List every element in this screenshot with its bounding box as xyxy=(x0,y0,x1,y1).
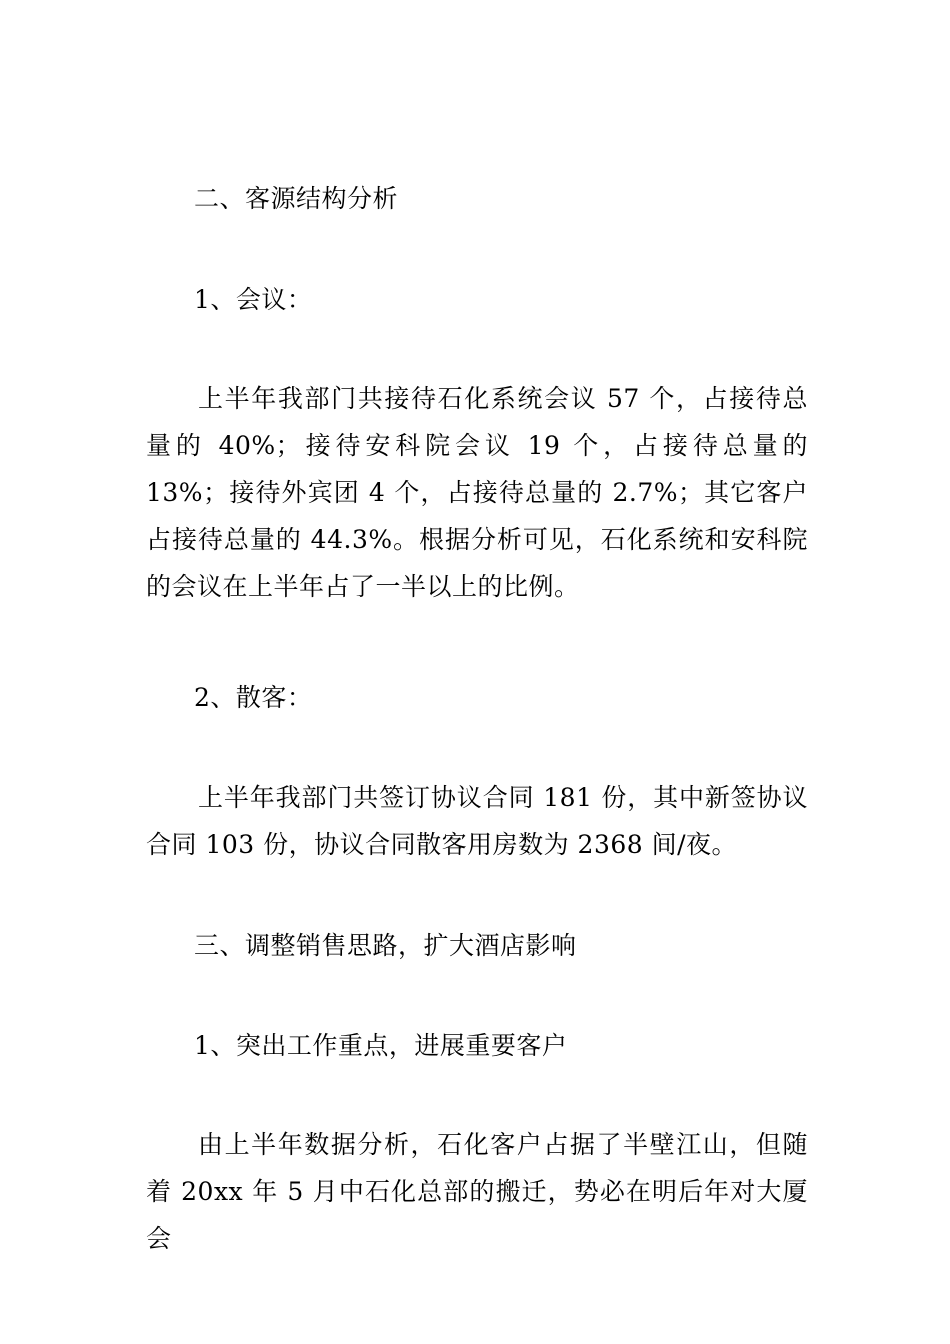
paragraph-focus-key-clients: 由上半年数据分析，石化客户占据了半壁江山，但随着 20xx 年 5 月中石化总部的搬迁，势必在明后年对大厦会 xyxy=(146,1130,808,1253)
subheading-focus-key-clients: 1、突出工作重点，进展重要客户 xyxy=(194,1031,568,1060)
subheading-meetings: 1、会议： xyxy=(194,285,313,314)
subheading-walkin-guests: 2、散客： xyxy=(194,683,313,712)
paragraph-meetings: 上半年我部门共接待石化系统会议 57 个，占接待总量的 40%；接待安科院会议 19 个，占接待总量的 13%；接待外宾团 4 个，占接待总量的 2.7%；其它客户占接待总量的 44.3%。根据分析可见，石化系统和安科院的会议在上半年占了一半以上的比例。 xyxy=(146,384,808,601)
section-heading-customer-structure: 二、客源结构分析 xyxy=(194,184,399,213)
section-heading-adjust-sales: 三、调整销售思路，扩大酒店影响 xyxy=(194,931,577,960)
paragraph-walkin-guests: 上半年我部门共签订协议合同 181 份，其中新签协议合同 103 份，协议合同散客用房数为 2368 间/夜。 xyxy=(146,783,808,859)
